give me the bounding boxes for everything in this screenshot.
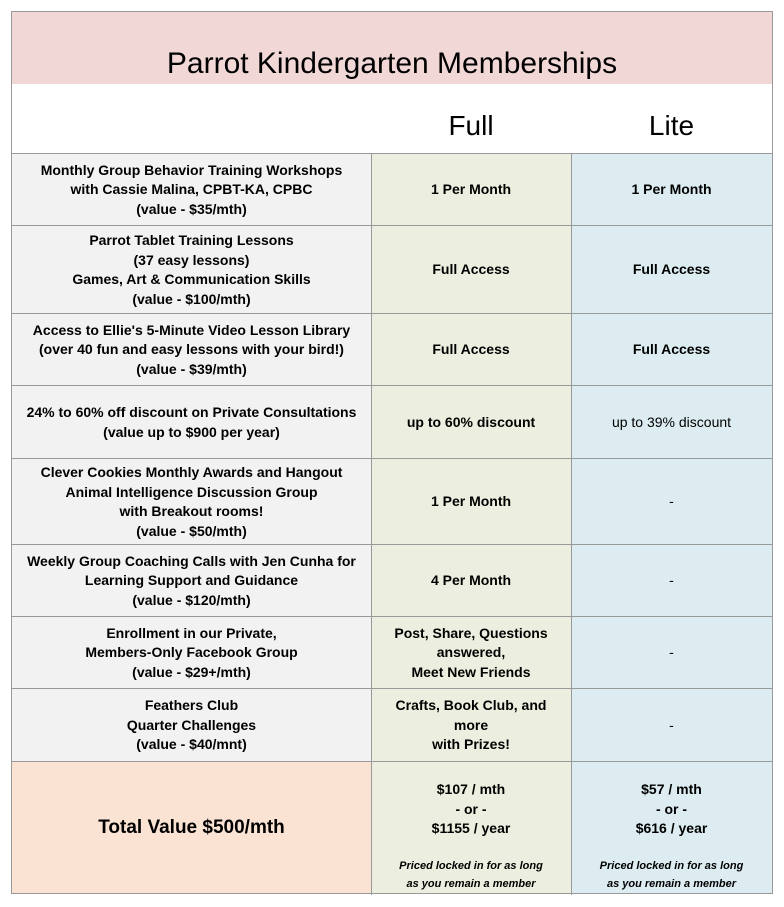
- page-title: Parrot Kindergarten Memberships: [166, 47, 618, 80]
- row-divider: [12, 544, 772, 545]
- cell-line: Parrot Tablet Training Lessons: [89, 232, 294, 248]
- cell-line: Full Access: [432, 261, 510, 278]
- row-divider: [12, 761, 772, 762]
- plan-header-lite: Lite: [648, 110, 695, 141]
- cell-line: Enrollment in our Private,: [106, 624, 277, 641]
- cell-line: (value - $100/mth): [132, 290, 251, 307]
- feature-cell: [12, 226, 371, 314]
- cell-line: (value - $29+/mth): [132, 663, 251, 680]
- row-divider: [12, 225, 772, 226]
- row-divider: [12, 153, 772, 154]
- cell-line: (value - $120/mth): [132, 591, 251, 608]
- feature-cell: [12, 386, 371, 459]
- cell-line: 1 Per Month: [631, 181, 712, 198]
- cell-line: (37 easy lessons): [133, 251, 250, 268]
- full-plan-cell: [371, 689, 571, 762]
- price-line: - or -: [655, 800, 688, 817]
- cell-line: (value - $50/mth): [136, 522, 247, 539]
- cell-line: 1 Per Month: [430, 181, 512, 198]
- cell-line: with Breakout rooms!: [119, 503, 264, 519]
- total-value-label: Total Value $500/mth: [12, 762, 371, 893]
- row-divider: [12, 688, 772, 689]
- price-note: Priced locked in for as long: [599, 859, 744, 872]
- cell-line: 24% to 60% off discount on Private Consultations: [26, 404, 357, 420]
- feature-cell: [12, 154, 371, 226]
- cell-line: (value - $39/mth): [136, 360, 247, 377]
- cell-line: Access to Ellie's 5-Minute Video Lesson Library: [32, 321, 351, 338]
- price-line: $616 / year: [635, 820, 708, 836]
- feature-cell: [12, 617, 371, 689]
- lite-plan-cell: [571, 617, 772, 689]
- full-plan-cell: [371, 154, 571, 226]
- cell-line: Full Access: [632, 341, 711, 358]
- price-line: - or -: [455, 800, 487, 817]
- cell-line: Quarter Challenges: [126, 716, 257, 733]
- lite-plan-cell: [571, 545, 772, 617]
- cell-line: more: [453, 716, 489, 733]
- row-divider: [12, 616, 772, 617]
- membership-table: [11, 11, 773, 894]
- row-divider: [12, 385, 772, 386]
- cell-line: up to 60% discount: [406, 413, 536, 430]
- cell-line: Clever Cookies Monthly Awards and Hangout: [40, 464, 343, 480]
- cell-line: (over 40 fun and easy lessons with your bird!): [39, 341, 344, 358]
- price-note: as you remain a member: [606, 877, 736, 890]
- lite-plan-price: [571, 762, 772, 893]
- cell-line: Monthly Group Behavior Training Workshops: [40, 161, 343, 178]
- cell-line: up to 39% discount: [611, 413, 732, 430]
- cell-line: with Prizes!: [432, 736, 510, 753]
- cell-line: answered,: [436, 644, 506, 661]
- cell-line: Meet New Friends: [411, 663, 531, 680]
- full-plan-cell: [371, 459, 571, 545]
- cell-line: Animal Intelligence Discussion Group: [65, 483, 318, 500]
- cell-line: Weekly Group Coaching Calls with Jen Cunha for: [27, 552, 356, 569]
- cell-line: (value up to $900 per year): [103, 423, 280, 440]
- lite-plan-cell: [571, 459, 772, 545]
- cell-line: -: [669, 716, 674, 733]
- lite-plan-cell: [571, 314, 772, 386]
- cell-line: Learning Support and Guidance: [84, 572, 299, 589]
- lite-plan-cell: [571, 226, 772, 314]
- row-divider: [12, 313, 772, 314]
- feature-cell: [12, 689, 371, 762]
- full-plan-cell: [371, 617, 571, 689]
- column-divider: [371, 154, 372, 895]
- price-line: $1155 / year: [431, 820, 511, 836]
- cell-line: Post, Share, Questions: [394, 624, 548, 641]
- price-line: $107 / mth: [436, 781, 506, 797]
- cell-line: 4 Per Month: [430, 572, 512, 589]
- cell-line: Games, Art & Communication Skills: [72, 271, 311, 287]
- price-line: $57 / mth: [641, 781, 702, 797]
- lite-plan-cell: [571, 689, 772, 762]
- cell-line: -: [669, 644, 674, 661]
- feature-cell: [12, 314, 371, 386]
- full-plan-price: [371, 762, 571, 893]
- full-plan-cell: [371, 314, 571, 386]
- column-divider: [571, 154, 572, 895]
- price-note: as you remain a member: [406, 877, 536, 890]
- feature-cell: [12, 545, 371, 617]
- cell-line: Full Access: [632, 261, 711, 278]
- cell-line: Feathers Club: [144, 697, 239, 714]
- cell-line: 1 Per Month: [430, 493, 512, 510]
- cell-line: -: [669, 493, 674, 510]
- feature-cell: [12, 459, 371, 545]
- cell-line: (value - $35/mth): [136, 200, 247, 217]
- full-plan-cell: [371, 545, 571, 617]
- full-plan-cell: [371, 226, 571, 314]
- price-note: Priced locked in for as long: [399, 859, 543, 872]
- cell-line: Members-Only Facebook Group: [85, 644, 298, 661]
- plan-header-full: Full: [448, 110, 494, 141]
- lite-plan-cell: [571, 386, 772, 459]
- cell-line: Full Access: [432, 341, 510, 358]
- cell-line: Crafts, Book Club, and: [395, 697, 547, 714]
- lite-plan-cell: [571, 154, 772, 226]
- full-plan-cell: [371, 386, 571, 459]
- cell-line: with Cassie Malina, CPBT-KA, CPBC: [70, 181, 313, 198]
- cell-line: (value - $40/mnt): [136, 736, 247, 753]
- cell-line: -: [669, 572, 674, 589]
- row-divider: [12, 458, 772, 459]
